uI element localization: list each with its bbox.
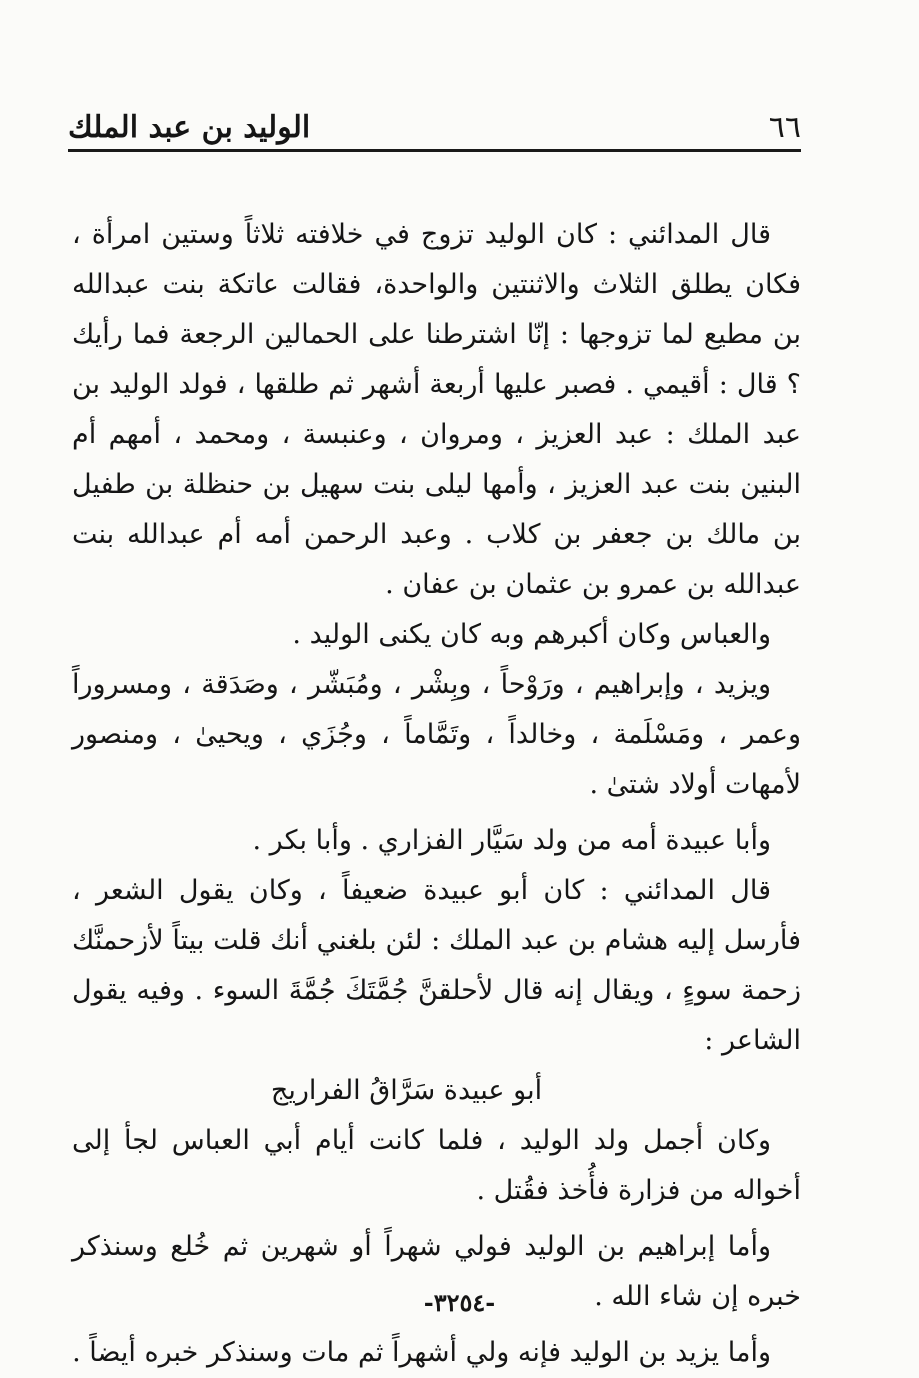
page-header xyxy=(68,98,801,152)
running-title: الوليد بن عبد الملك xyxy=(68,110,311,145)
poetry-verse: أبو عبيدة سَرَّاقُ الفراريج xyxy=(270,1075,543,1106)
footer-page-number: -٣٢٥٤- xyxy=(423,1288,496,1317)
paragraph-wives-and-children: قال المدائني : كان الوليد تزوج في خلافته ثلاثاً وستين امرأة ، فكان يطلق الثلاث والاثنتين والواحدة، فقالت عاتكة بنت عبدالله بن مطيع لما تزوجها : إنّا اشترطنا على الحمالين الرجعة فما رأيك ؟ قال : أقيمي . فصبر عليها أربعة أشهر ثم طلقها ، فولد الوليد بن عبد الملك : عبد العزيز ، ومروان ، وعنبسة ، ومحمد ، أمهم أم البنين بنت عبد العزيز ، وأمها ليلى بنت سهيل بن حنظلة بن طفيل بن مالك بن جعفر بن كلاب . وعبد الرحمن أمه أم عبدالله بنت عبدالله بن عمرو بن عثمان بن عفان . xyxy=(72,219,801,600)
paragraph-abbas: والعباس وكان أكبرهم وبه كان يكنى الوليد . xyxy=(292,619,771,650)
header-page-number: ٦٦ xyxy=(768,110,801,145)
paragraph-abu-ubayda-mother: وأبا عبيدة أمه من ولد سَيَّار الفزاري . وأبا بكر . xyxy=(252,825,771,856)
paragraph-yazid: وأما يزيد بن الوليد فإنه ولي أشهراً ثم مات وسنذكر خبره أيضاً . xyxy=(72,1337,771,1368)
paragraph-sons-list: ويزيد ، وإبراهيم ، ورَوْحاً ، وبِشْر ، ومُبَشّر ، وصَدَقة ، ومسروراً وعمر ، ومَسْلَمة ، وخالداً ، وتَمَّاماً ، وجُزَي ، ويحيىٰ ، ومنصور لأمهات أولاد شتىٰ . xyxy=(72,669,801,800)
body-text xyxy=(72,210,801,1378)
paragraph-most-handsome: وكان أجمل ولد الوليد ، فلما كانت أيام أبي العباس لجأ إلى أخواله من فزارة فأُخذ فقُتل . xyxy=(72,1125,801,1206)
paragraph-ibrahim: وأما إبراهيم بن الوليد فولي شهراً أو شهرين ثم خُلع وسنذكر خبره إن شاء الله . xyxy=(72,1231,801,1312)
paragraph-madaini-abu-ubayda: قال المدائني : كان أبو عبيدة ضعيفاً ، وكان يقول الشعر ، فأرسل إليه هشام بن عبد الملك : لئن بلغني أنك قلت بيتاً لأزحمنَّك زحمة سوءٍ ، ويقال إنه قال لأحلقنَّ جُمَّتَكَ جُمَّةَ السوء . وفيه يقول الشاعر : xyxy=(72,875,801,1056)
